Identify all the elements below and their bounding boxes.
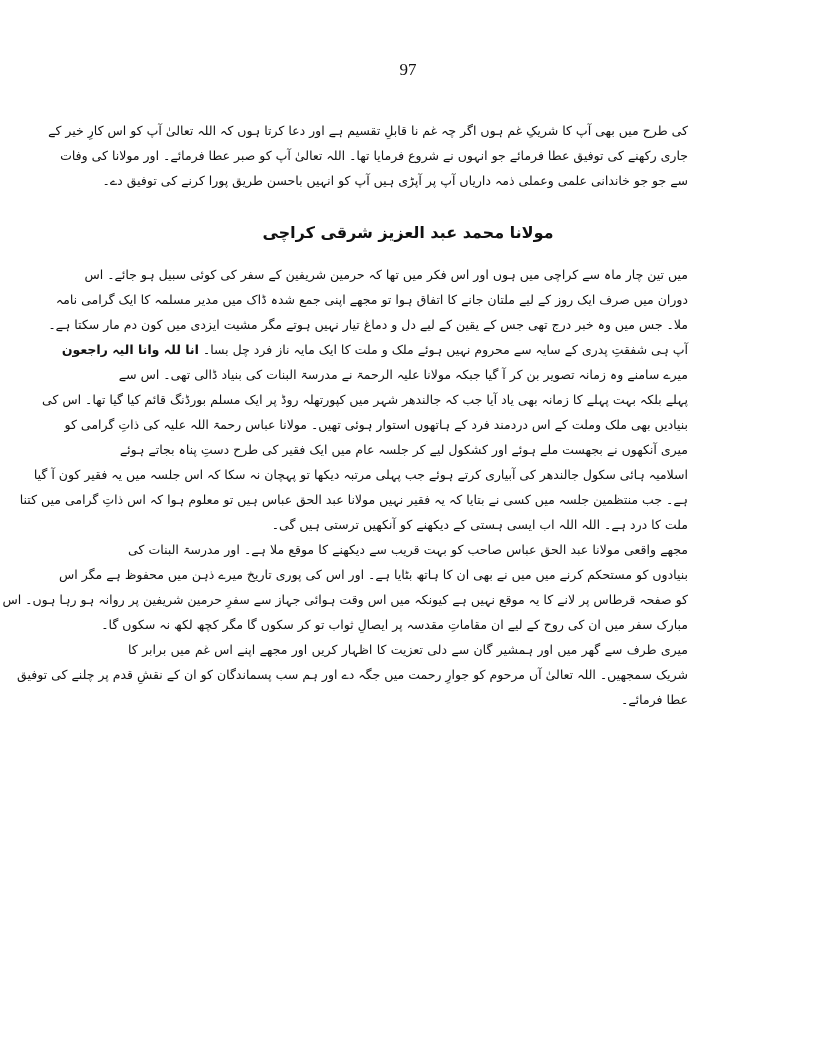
page-number: 97: [399, 60, 417, 79]
body-line: [128, 637, 688, 662]
body-line: [128, 687, 688, 712]
intro-line: جاری رکھنے کی توفیق عطا فرمائے جو انہوں نے شروع فرمایا تھا۔ اللہ تعالیٰ آپ کو صبر عطا فرمائے۔ اور مولانا کی وفات: [60, 148, 688, 163]
intro-line: کی طرح میں بھی آپ کا شریکِ غم ہوں اگر چہ غم نا قابلِ تقسیم ہے اور دعا کرتا ہوں کہ اللہ تعالیٰ آپ کو اس کارِ خیر کے: [48, 123, 688, 138]
body-line: [118, 362, 688, 387]
body-line-text: بنیادیں بھی ملک وملت کے اس دردمند فرد کے ہاتھوں استوار ہوئی تھیں۔ مولانا عباس رحمۃ اللہ علیہ کی ذاتِ گرامی کو: [64, 417, 688, 432]
body-line-text: بنیادوں کو مستحکم کرنے میں میں نے بھی ان کا ہاتھ بٹایا ہے۔ اور اس کی پوری تاریخ میرے ذہن میں محفوظ ہے مگر اس: [59, 567, 688, 582]
body-line: [19, 487, 688, 512]
body-line-text: عطا فرمائے۔: [621, 692, 688, 707]
body-line: [48, 312, 688, 337]
body-line: [128, 512, 688, 537]
body-line-text: ملت کا درد ہے۔ اللہ اللہ اب ایسی ہستی کے دیکھنے کو آنکھیں ترستی ہیں گی۔: [271, 517, 688, 532]
body-line: [55, 287, 688, 312]
body-line: [119, 437, 688, 462]
body-line-emphasis: انا للہ وانا الیہ راجعون: [61, 342, 199, 357]
body-line-text: ملا۔ جس میں وہ خبر درج تھی جس کے یقین کے لیے دل و دماغ تیار نہیں ہوتے مگر مشیت ایزدی میں کون دم مار سکتا ہے۔: [48, 317, 688, 332]
body-line-text: میری طرف سے گھر میں اور ہمشیر گان سے دلی تعزیت کا اظہار کریں اور مجھے اپنے اس غم میں برابر کا: [128, 642, 688, 657]
body-line-text: مجھے واقعی مولانا عبد الحق عباس صاحب کو بہت قریب سے دیکھنے کا موقع ملا ہے۔ اور مدرسۃ البنات کی: [128, 542, 688, 557]
section-heading: مولانا محمد عبد العزیز شرقی کراچی: [262, 223, 554, 242]
body-line-text: اسلامیہ ہائی سکول جالندھر کی آبیاری کرتے ہوئے جب پہلی مرتبہ دیکھا تو پہچان نہ سکا کہ اس جلسہ میں یہ فقیر کون آ گیا: [33, 467, 688, 482]
body-line-text: پہلے بلکہ بہت پہلے کا زمانہ بھی یاد آیا جب کہ جالندھر شہر میں کپورتھلہ روڈ پر ایک مسلم بورڈنگ قائم کیا گیا تھا۔ اس کی: [42, 392, 688, 407]
intro-line: سے جو جو خاندانی علمی وعملی ذمہ داریاں آپ پر آپڑی ہیں آپ کو انہیں باحسن طریق پورا کرنے کی توفیق دے۔: [102, 173, 688, 188]
body-line: [2, 587, 688, 612]
body-line-text: ہے۔ جب منتظمین جلسہ میں کسی نے بتایا کہ یہ فقیر نہیں مولانا عبد الحق عباس ہیں تو معلوم ہوا کہ اس ذاتِ گرامی میں کتنا: [19, 492, 688, 507]
body-line-text: دوران میں صرف ایک روز کے لیے ملتان جانے کا اتفاق ہوا تو مجھے اپنی جمع شدہ ڈاک میں مدیر مسلمہ کا ایک گرامی نامہ: [55, 292, 688, 307]
body-line-text: میں تین چار ماہ سے کراچی میں ہوں اور اس فکر میں تھا کہ حرمین شریفین کے سفر کی کوئی سبیل ہو جائے۔ اس: [84, 267, 688, 282]
body-line: [59, 562, 688, 587]
body-line-text: آپ ہی شفقتِ پدری کے سایہ سے محروم نہیں ہوئے ملک و ملت کا ایک مایہ ناز فرد چل بسا۔: [198, 342, 688, 357]
body-line: [101, 612, 688, 637]
body-line: [61, 337, 688, 362]
body-line: [17, 662, 688, 687]
intro-paragraph: [48, 118, 688, 193]
body-line: [84, 262, 688, 287]
body-line-text: میری آنکھوں نے بجھست ملے ہوئے اور کشکول لیے کر جلسہ عام میں ایک فقیر کی طرح دستِ پناہ بجاتے ہوئے: [119, 442, 688, 457]
body-line: [42, 387, 688, 412]
body-line-text: میرے سامنے وہ زمانہ تصویر بن کر آ گیا جبکہ مولانا علیہ الرحمۃ نے مدرسۃ البنات کی بنیاد ڈالی تھی۔ اس سے: [118, 367, 688, 382]
body-line-text: شریک سمجھیں۔ اللہ تعالیٰ آں مرحوم کو جوارِ رحمت میں جگہ دے اور ہم سب پسماندگان کو ان کے نقشِ قدم پر چلنے کی توفیق: [17, 667, 688, 682]
body-line: [128, 537, 688, 562]
body-line: [33, 462, 688, 487]
letter-body: [2, 262, 688, 712]
body-line-text: کو صفحہ قرطاس پر لانے کا یہ موقع نہیں ہے کیونکہ میں اس وقت ہوائی جہاز سے سفرِ حرمین شریفین پر روانہ ہو رہا ہوں۔ اس: [2, 592, 688, 607]
body-line-text: مبارک سفر میں ان کی روح کے لیے ان مقاماتِ مقدسہ پر ایصالِ ثواب تو کر سکوں گا مگر کچھ لکھ نہ سکوں گا۔: [101, 617, 688, 632]
body-line: [64, 412, 688, 437]
